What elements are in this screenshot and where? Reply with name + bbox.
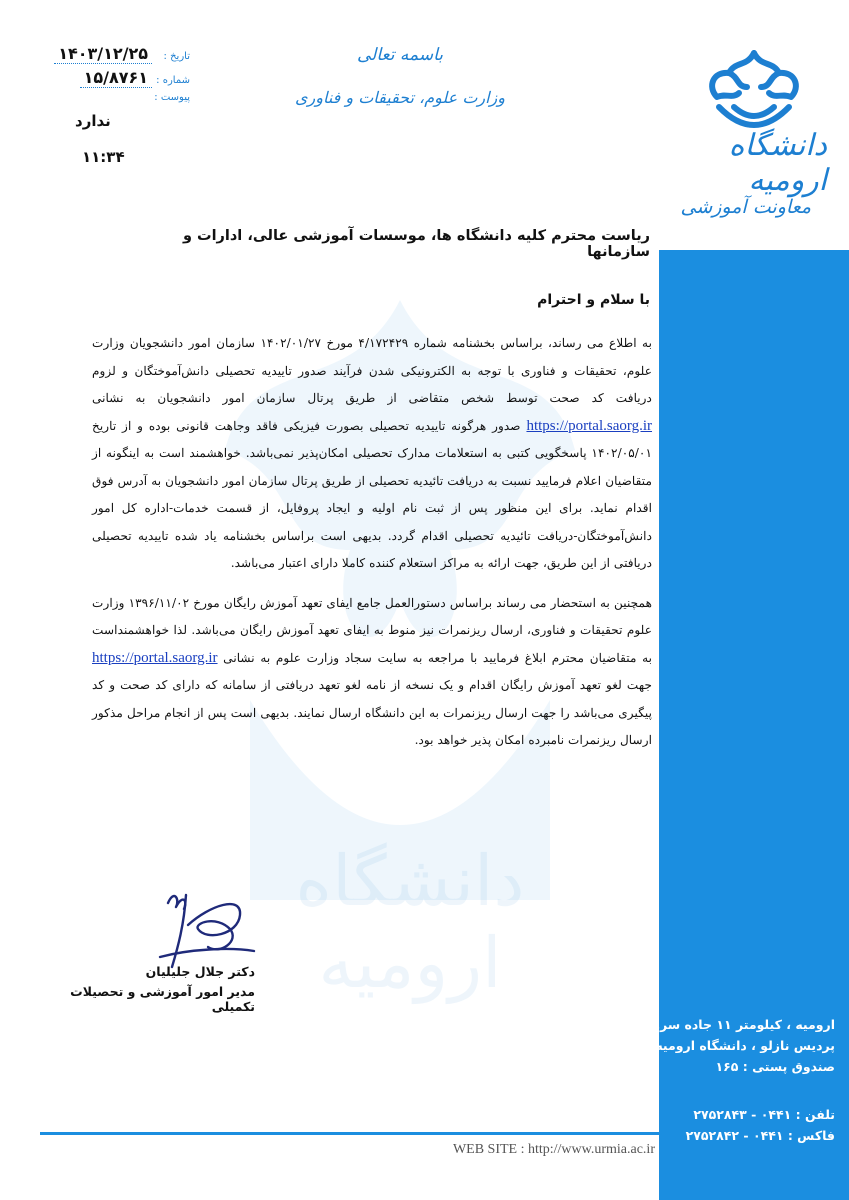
logo-area: [659, 0, 849, 250]
letter-meta: [40, 44, 190, 116]
fax-row: [655, 1125, 835, 1146]
paragraph-text: صدور هرگونه تاییدیه تحصیلی بصورت فیزیکی فاقد وجاهت قانونی بوده و از تاریخ ۱۴۰۲/۰۵/۰۱ پاسخگویی کتبی به استعلامات مدارک تحصیلی امکان‌پذیر نمی‌باشد. خواهشمند است به اینگونه از متقاضیان اعلام فرمایید نسبت به دریافت تائیدیه تحصیلی از طریق پرتال سازمان امور دانشجویان به آدرس فوق اقدام نماید. برای این منظور پس از ثبت نام اولیه و ایجاد پروفایل، از قسمت خدمات-اداره کل امور دانش‌آموختگان-دریافت تائیدیه تحصیلی اقدام گردد. بدیهی است براساس بخشنامه یاد شده تاییدیه تحصیلی دریافتی از این طریق، جهت ارائه به مراکز استعلام کننده کاملا دارای اعتبار می‌باشد.: [92, 418, 652, 570]
ministry-name: وزارت علوم، تحقیقات و فناوری: [295, 88, 505, 107]
brand-sidebar: [652, 0, 849, 1200]
time-value: ۱۱:۳۴: [82, 148, 125, 166]
number-label: شماره :: [156, 75, 190, 86]
attachment-row: [40, 92, 190, 116]
address-block: [652, 1014, 835, 1077]
date-value: ۱۴۰۳/۱۲/۲۵: [54, 44, 152, 64]
website-text: WEB SITE : http://www.urmia.ac.ir: [452, 1142, 655, 1157]
bismillah-heading: باسمه تعالی: [357, 45, 443, 65]
attachment-label: پیوست :: [154, 92, 190, 103]
paragraph-text: جهت لغو تعهد آموزش رایگان اقدام و یک نسخه از نامه لغو تعهد دریافتی از سامانه که دارای کد صحت و کد پیگیری می‌باشد را جهت ارسال ریزنمرات به این دانشگاه ارسال نمایند. بدیهی است پس از انجام مراحل مذکور ارسال ریزنمرات نامبرده امکان پذیر خواهد بود.: [92, 678, 652, 747]
number-row: [40, 68, 190, 92]
paragraph-text: به اطلاع می رساند، براساس بخشنامه شماره ۴/۱۷۲۴۲۹ مورخ ۱۴۰۲/۰۱/۲۷ سازمان امور دانشجویان وزارت علوم، تحقیقات و فناوری با توجه به الکترونیکی شدن فرآیند صدور تاییدیه تحصیلی دانش‌آموختگان و لزوم دریافت کد صحت توسط شخص متقاضی از طریق پرتال سازمان امور دانشجویان به نشانی: [92, 336, 652, 405]
body-paragraph: [92, 330, 652, 578]
signer-title: مدیر امور آموزشی و تحصیلات تکمیلی: [70, 984, 255, 1014]
letter-body: [92, 330, 652, 767]
handwritten-signature: [150, 885, 260, 975]
footer-divider: [40, 1132, 660, 1135]
fax-label: فاکس :: [787, 1128, 835, 1143]
greeting-line: با سلام و احترام: [537, 292, 650, 308]
paragraph-text: همچنین به استحضار می رساند براساس دستورالعمل جامع ایفای تعهد آموزش رایگان مورخ ۱۳۹۶/۱۱/۰۲ وزارت علوم تحقیقات و فناوری، ارسال ریزنمرات نیز منوط به ایفای تعهد آموزش رایگان می‌باشد. لذا خواهشمنداست به متقاضیان محترم ابلاغ فرمایید با مراجعه به سایت سجاد وزارت علوم به نشانی: [92, 595, 653, 665]
contact-block: [655, 1104, 835, 1146]
address-line: پردیس نازلو ، دانشگاه ارومیه: [655, 1038, 835, 1053]
recipient-line: ریاست محترم کلیه دانشگاه ها، موسسات آموزشی عالی، ادارات و سازمانها: [182, 228, 650, 260]
university-name: دانشگاه ارومیه: [728, 128, 827, 198]
department-name: معاونت آموزشی: [680, 196, 811, 218]
attachment-value: ندارد: [75, 112, 111, 130]
phone-row: [655, 1104, 835, 1125]
phone-value: ۰۴۴۱ - ۲۷۵۲۸۴۳: [693, 1107, 792, 1122]
address-line: صندوق پستی : ۱۶۵: [715, 1059, 835, 1074]
phone-label: تلفن :: [795, 1107, 835, 1122]
watermark-text: دانشگاه ارومیه: [295, 840, 525, 1004]
date-label: تاریخ :: [163, 51, 190, 62]
portal-link[interactable]: https://portal.saorg.ir: [526, 417, 653, 434]
urmia-university-logo-icon: [699, 45, 809, 140]
body-paragraph: [92, 590, 652, 755]
fax-value: ۰۴۴۱ - ۲۷۵۲۸۴۲: [685, 1128, 784, 1143]
date-row: [40, 44, 190, 68]
signer-name: دکتر جلال جلیلیان: [145, 964, 255, 979]
address-line: ارومیه ، کیلومتر ۱۱ جاده سرو: [652, 1017, 835, 1032]
portal-link[interactable]: https://portal.saorg.ir: [92, 649, 218, 666]
number-value: ۱۵/۸۷۶۱: [80, 68, 152, 88]
